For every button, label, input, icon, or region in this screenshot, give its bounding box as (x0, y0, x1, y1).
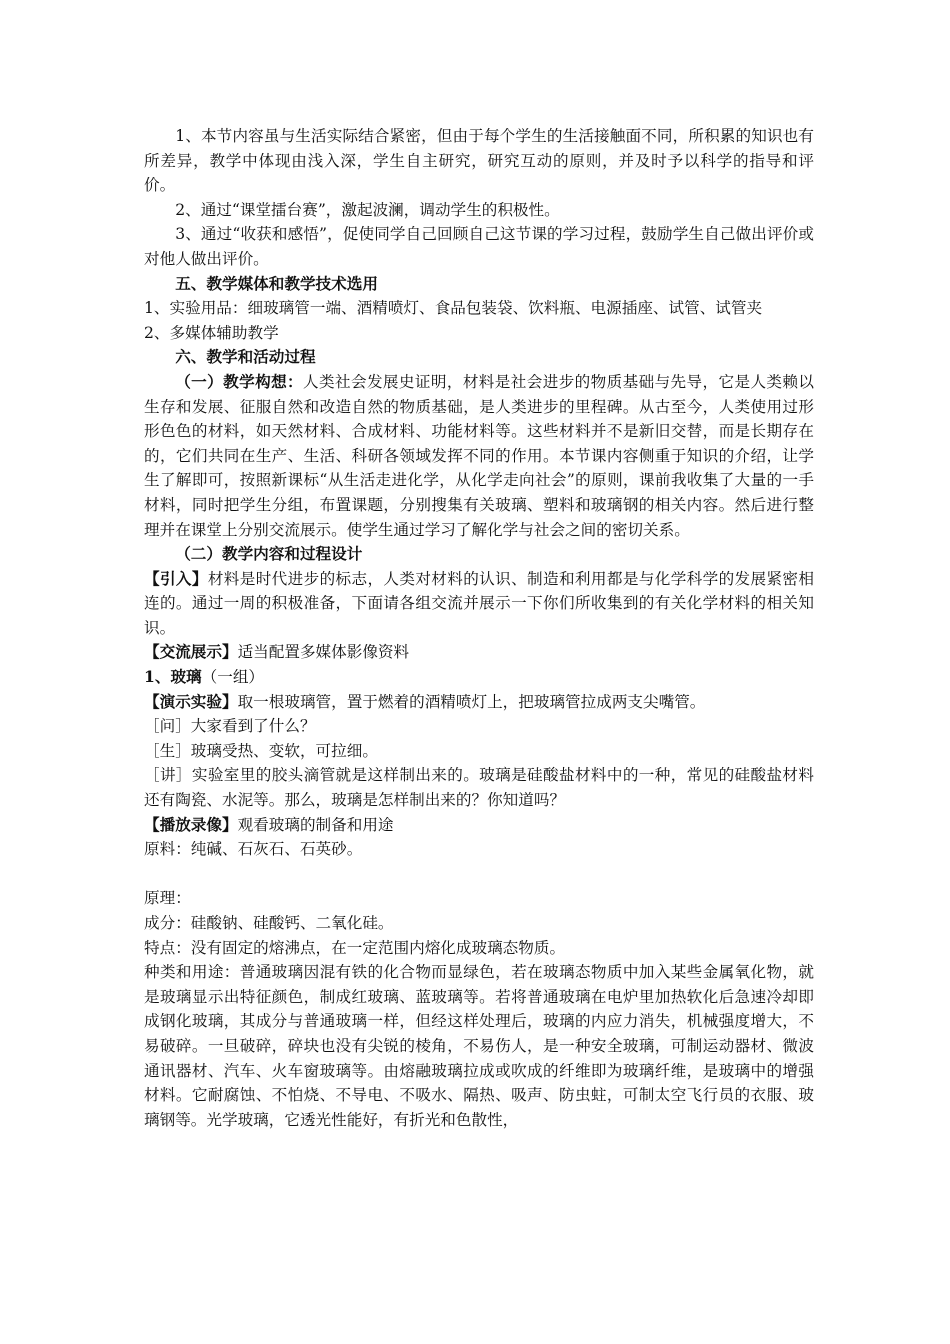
question-text: 大家看到了什么？ (190, 717, 316, 736)
teaching-concept-label: （一）教学构想： (175, 371, 304, 391)
intro-point-1: 1、本节内容虽与生活实际结合紧密，但由于每个学生的生活接触面不同，所积累的知识也有所差异，教学中体现由浅入深，学生自主研究，研究互动的原则，并及时予以科学的指导和评价。 (144, 127, 814, 195)
intro-point-2: 2、通过“课堂擂台赛”，激起波澜，调动学生的积极性。 (175, 200, 560, 219)
question-line (144, 714, 814, 739)
demo-text: 取一根玻璃管，置于燃着的酒精喷灯上，把玻璃管拉成两支尖嘴管。 (237, 692, 706, 711)
demo-paragraph (144, 690, 814, 715)
teacher-label: ［讲］ (144, 766, 192, 785)
question-label: ［问］ (144, 717, 191, 736)
exchange-text: 适当配置多媒体影像资料 (237, 643, 410, 662)
video-line (144, 813, 814, 838)
composition-line: 成分：硅酸钠、硅酸钙、二氧化硅。 (144, 914, 394, 932)
feature-line: 特点：没有固定的熔沸点，在一定范围内熔化成玻璃态物质。 (144, 938, 566, 957)
blank-line (144, 862, 814, 887)
intro-point-3: 3、通过“收获和感悟”，促使同学自己回顾自己这节课的学习过程，鼓励学生自己做出评价或对他人做出评价。 (144, 225, 814, 268)
types-paragraph: 种类和用途：普通玻璃因混有铁的化合物而显绿色，若在玻璃态物质中加入某些金属氧化物，就是玻璃显示出特征颜色，制成红玻璃、蓝玻璃等。若将普通玻璃在电炉里加热软化后急速冷却即成钢化玻璃，其成分与普通玻璃一样，但经这样处理后，玻璃的内应力消失，机械强度增大，不易破碎。一旦破碎，碎块也没有尖锐的棱角，不易伤人，是一种安全玻璃，可制运动器材、微波通讯器材、汽车、火车窗玻璃等。由熔融玻璃拉成或吹成的纤维即为玻璃纤维，是玻璃中的增强材料。它耐腐蚀、不怕烧、不导电、不吸水、隔热、吸声、防虫蛀，可制太空飞行员的衣服、玻璃钢等。光学玻璃，它透光性能好，有折光和色散性， (144, 963, 814, 1129)
teaching-concept-text: 人类社会发展史证明，材料是社会进步的物质基础与先导，它是人类赖以生存和发展、征服自然和改造自然的物质基础，是人类进步的里程碑。从古至今，人类使用过形形色色的材料，如天然材料、合成材料、功能材料等。这些材料并不是新旧交替，而是长期存在的，它们共同在生产、生活、科研各领域发挥不同的作用。本节课内容侧重于知识的介绍，让学生了解即可，按照新课标“从生活走进化学，从化学走向社会”的原则，课前我收集了大量的一手材料，同时把学生分组，布置课题，分别搜集有关玻璃、塑料和玻璃钢的相关内容。然后进行整理并在课堂上分别交流展示。使学生通过学习了解化学与社会之间的密切关系。 (144, 372, 814, 539)
teaching-concept-paragraph (144, 370, 814, 542)
student-text: 玻璃受热、变软，可拉细。 (190, 741, 378, 760)
principle-line: 原理： (144, 889, 191, 908)
glass-title-line (144, 665, 814, 690)
section5-heading: 五、教学媒体和教学技术选用 (175, 273, 378, 293)
design-heading: （二）教学内容和过程设计 (175, 544, 363, 564)
document-page (144, 124, 814, 1132)
intro-paragraph (144, 567, 814, 641)
video-text: 观看玻璃的制备和用途 (237, 815, 394, 834)
student-label: ［生］ (144, 741, 191, 760)
exchange-paragraph (144, 640, 814, 665)
intro-text: 材料是时代进步的标志，人类对材料的认识、制造和利用都是与化学科学的发展紧密相连的。通过一周的积极准备，下面请各组交流并展示一下你们所收集到的有关化学材料的相关知识。 (144, 569, 814, 637)
teacher-paragraph (144, 763, 814, 812)
student-line (144, 739, 814, 764)
raw-materials-line: 原料：纯碱、石灰石、石英砂。 (144, 840, 363, 859)
glass-title: 1、玻璃 (144, 667, 202, 687)
section5-item-2: 2、多媒体辅助教学 (144, 323, 279, 342)
teacher-text: 实验室里的胶头滴管就是这样制出来的。玻璃是硅酸盐材料中的一种，常见的硅酸盐材料还有陶瓷、水泥等。那么，玻璃是怎样制出来的？你知道吗？ (144, 766, 814, 810)
glass-group: （一组） (201, 668, 265, 687)
intro-label: 【引入】 (144, 568, 208, 588)
section5-item-1: 1、实验用品：细玻璃管一端、酒精喷灯、食品包装袋、饮料瓶、电源插座、试管、试管夹 (144, 299, 763, 318)
video-label: 【播放录像】 (144, 814, 238, 834)
demo-label: 【演示实验】 (144, 691, 238, 711)
section6-heading: 六、教学和活动过程 (175, 347, 316, 367)
exchange-label: 【交流展示】 (144, 642, 238, 662)
